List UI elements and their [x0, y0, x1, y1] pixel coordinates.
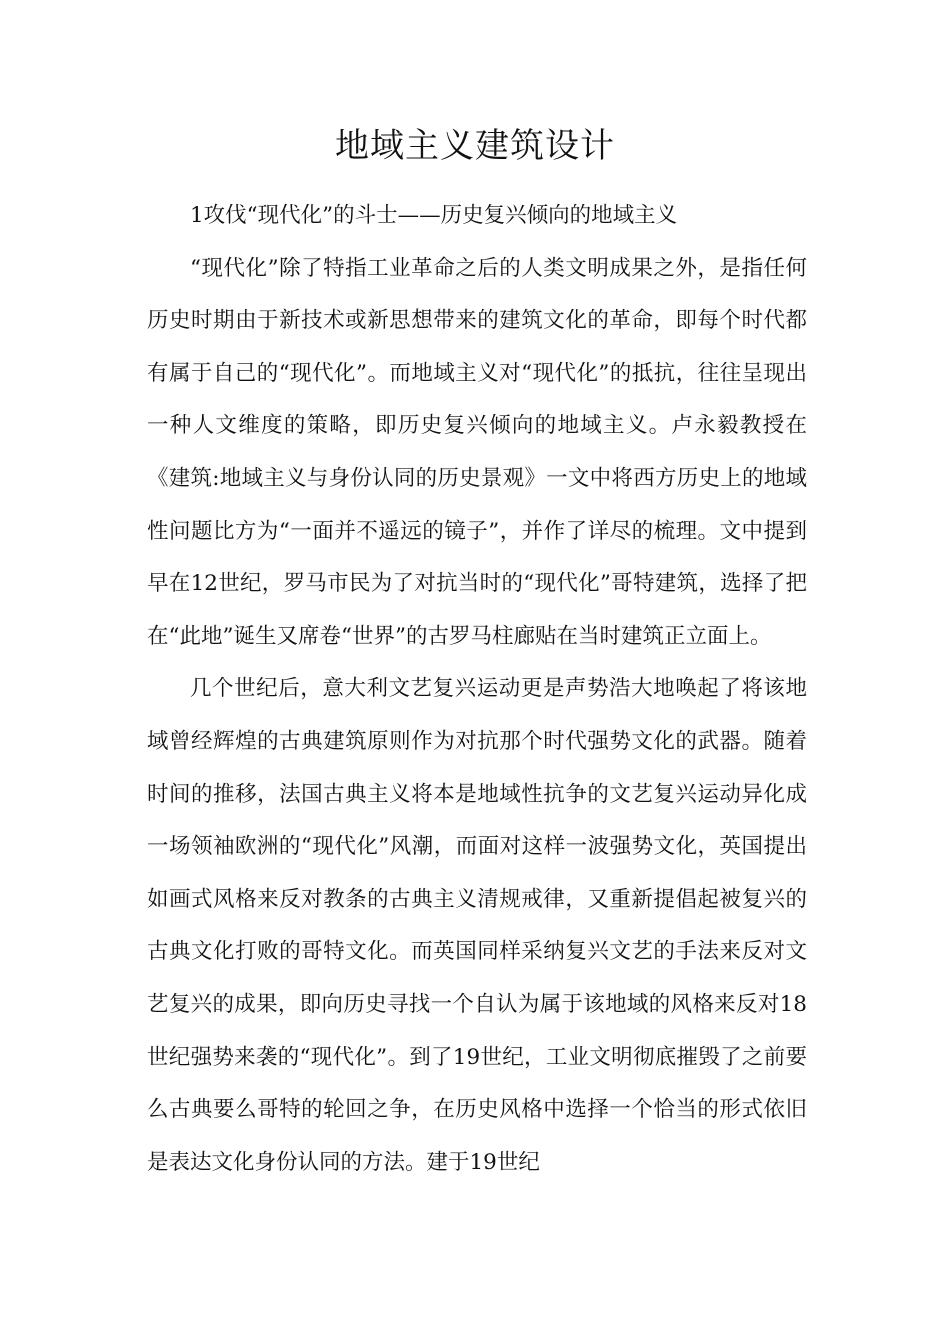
paragraph: 几个世纪后，意大利文艺复兴运动更是声势浩大地唤起了将该地域曾经辉煌的古典建筑原则作为对抗那个时代强势文化的武器。随着时间的推移，法国古典主义将本是地域性抗争的文艺复兴运动异化成一场领袖欧洲的“现代化”风潮，而面对这样一波强势文化，英国提出如画式风格来反对教条的古典主义清规戒律，又重新提倡起被复兴的古典文化打败的哥特文化。而英国同样采纳复兴文艺的手法来反对文艺复兴的成果，即向历史寻找一个自认为属于该地域的风格来反对18世纪强势来袭的“现代化”。到了19世纪，工业文明彻底摧毁了之前要么古典要么哥特的轮回之争，在历史风格中选择一个恰当的形式依旧是表达文化身份认同的方法。建于19世纪 — [147, 676, 807, 1175]
paragraph: “现代化”除了特指工业革命之后的人类文明成果之外，是指任何历史时期由于新技术或新思想带来的建筑文化的革命，即每个时代都有属于自己的“现代化”。而地域主义对“现代化”的抵抗，往往呈现出一种人文维度的策略，即历史复兴倾向的地域主义。卢永毅教授在《建筑:地域主义与身份认同的历史景观》一文中将西方历史上的地域性问题比方为“一面并不遥远的镜子”，并作了详尽的梳理。文中提到早在12世纪，罗马市民为了对抗当时的“现代化”哥特建筑，选择了把在“此地”诞生又席卷“世界”的古罗马柱廊贴在当时建筑正立面上。 — [147, 255, 807, 649]
section-heading: 1攻伐“现代化”的斗士——历史复兴倾向的地域主义 — [190, 203, 678, 228]
document-body — [147, 190, 807, 1189]
document-title: 地域主义建筑设计 — [335, 126, 615, 166]
